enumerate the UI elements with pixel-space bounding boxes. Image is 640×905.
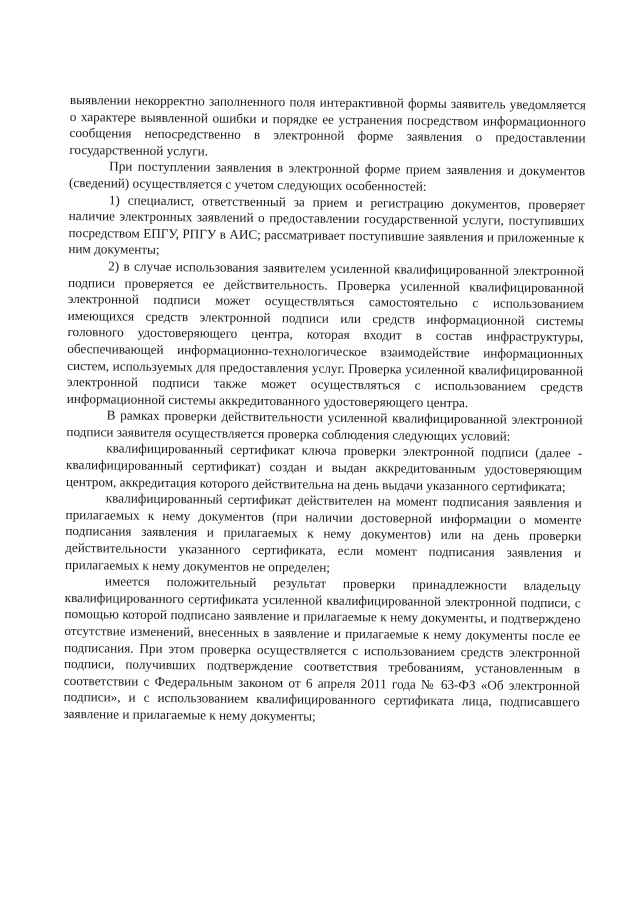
document-page [63,92,586,728]
condition-certificate-valid: квалифицированный сертификат действителен на момент подписания заявления и прилагаемых к нему документов (при наличии достоверной информации о моменте подписания заявления и прилагаемых к нему документов) или на день проверки действительности указанного сертификата, если момент подписания заявления и прилагаемых к нему документов не определен; [64,490,582,575]
condition-certificate-issued: квалифицированный сертификат ключа проверки электронной подписи (далее - квалифицированный сертификат) создан и выдан аккредитованным удостоверяющим центром, аккредитация которого действительна на день выдачи указанного сертификата; [65,440,583,494]
paragraph-validity-conditions: В рамках проверки действительности усиленной квалифицированной электронной подписи заявителя осуществляется проверка соблюдения следующих условий: [66,407,583,444]
list-item-1-registration: 1) специалист, ответственный за прием и регистрацию документов, проверяет наличие электронных заявлений о предоставлении государственной услуги, поступивших посредством ЕПГУ, РПГУ в АИС; рассматривает поступившие заявления и приложенные к ним документы; [68,191,585,258]
paragraph-electronic-intake: При поступлении заявления в электронной форме прием заявления и документов (сведений) осуществляется с учетом следующих особенностей: [68,158,586,194]
condition-ownership-verified: имеется положительный результат проверки принадлежности владельцу квалифицированного сертификата усиленной квалифицированной электронной подписи, с помощью которой подписано заявление и прилагаемые к нему документы, и подтверждено отсутствие изменений, внесенных в заявление и прилагаемые к нему документы после ее подписания. При этом проверка осуществляется с использованием средств электронной подписи, получивших подтверждение соответствия требованиям, установленным в соответствии с Федеральным законом от 6 апреля 2011 года № 63-ФЗ «Об электронной подписи», и с использованием квалифицированного сертификата лица, подписавшего заявление и прилагаемые к нему документы; [63,573,581,724]
paragraph-error-notice: выявлении некорректно заполненного поля интерактивной формы заявитель уведомляется о характере выявленной ошибки и порядке ее устранения посредством информационного сообщения непосредственно в электронной форме заявления о предоставлении государственной услуги. [69,92,586,159]
list-item-2-signature-check: 2) в случае использования заявителем усиленной квалифицированной электронной подписи проверяется ее действительность. Проверка усиленной квалифицированной электронной подписи может осуществляться самостоятельно с использованием имеющихся средств электронной подписи или средств информационной системы головного удостоверяющего центра, которая входит в состав инфраструктуры, обеспечивающей информационно-технологическое взаимодействие информационных систем, используемых для предоставления услуг. Проверка усиленной квалифицированной электронной подписи также может осуществляться с использованием средств информационной системы аккредитованного удостоверяющего центра. [66,258,585,410]
